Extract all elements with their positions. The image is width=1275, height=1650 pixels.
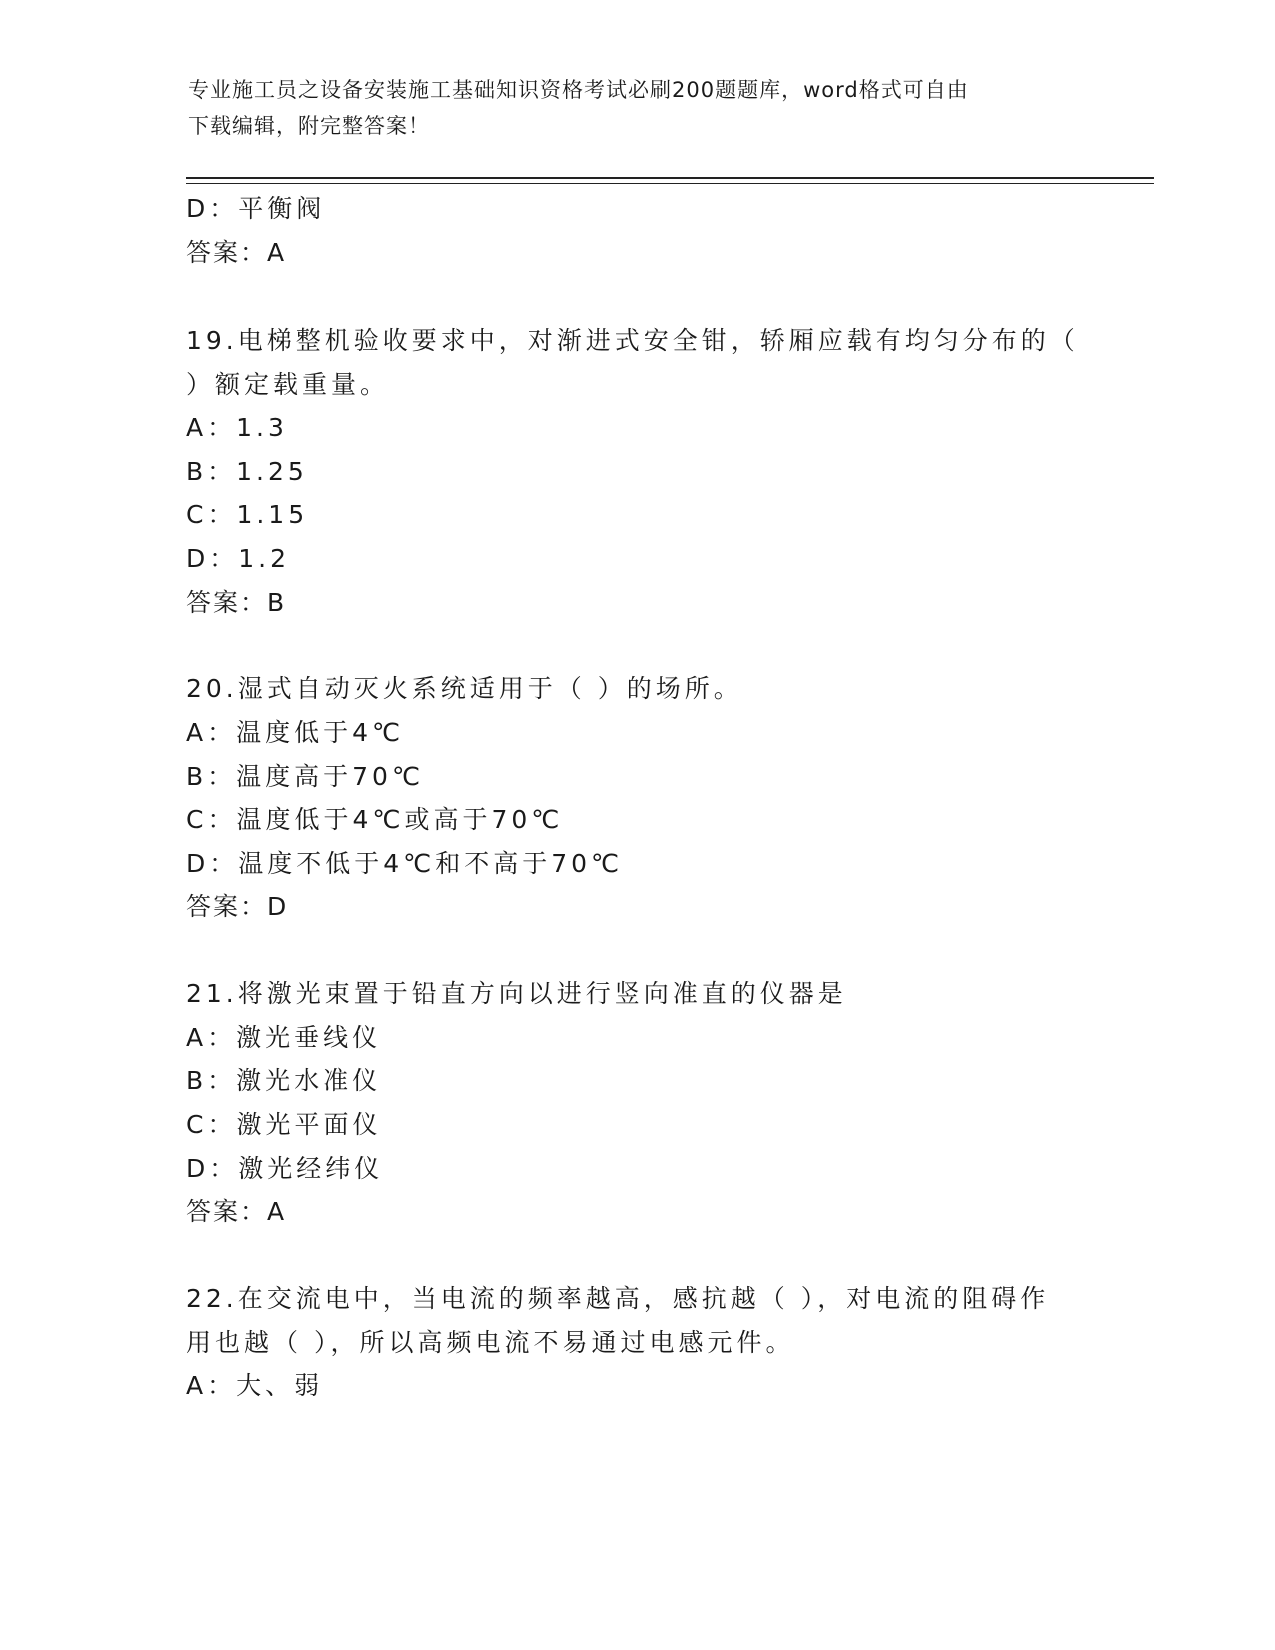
q21-option-b: B：激光水准仪 <box>186 1066 382 1095</box>
header-line-1: 专业施工员之设备安装施工基础知识资格考试必刷200题题库，word格式可自由 <box>188 78 969 102</box>
q22-stem-line-2: 用也越（ ），所以高频电流不易通过电感元件。 <box>186 1328 795 1357</box>
q19-answer: 答案：B <box>186 588 287 617</box>
document-header <box>188 72 1068 144</box>
header-line-2: 下载编辑，附完整答案！ <box>188 114 430 138</box>
prev-answer: 答案：A <box>186 238 287 267</box>
prev-option-d: D：平衡阀 <box>186 194 326 223</box>
q20-option-d: D：温度不低于4℃和不高于70℃ <box>186 849 624 878</box>
q21-answer: 答案：A <box>186 1197 287 1226</box>
q21-stem-line-1: 21.将激光束置于铅直方向以进行竖向准直的仪器是 <box>186 979 847 1008</box>
q20-stem-line-1: 20.湿式自动灭火系统适用于（ ）的场所。 <box>186 674 743 703</box>
q19-stem-line-1: 19.电梯整机验收要求中，对渐进式安全钳，轿厢应载有均匀分布的（ <box>186 326 1079 355</box>
q21-option-c: C：激光平面仪 <box>186 1110 382 1139</box>
q19-option-a: A：1.3 <box>186 413 288 442</box>
q22-stem-line-1: 22.在交流电中，当电流的频率越高，感抗越（ ），对电流的阻碍作 <box>186 1284 1050 1313</box>
header-rule-thin <box>186 183 1154 184</box>
q19-option-b: B：1.25 <box>186 457 308 486</box>
q20-option-b: B：温度高于70℃ <box>186 762 425 791</box>
q20-answer: 答案：D <box>186 892 289 921</box>
q20-option-c: C：温度低于4℃或高于70℃ <box>186 805 564 834</box>
header-rule-thick <box>186 177 1154 179</box>
q19-stem-line-2: ）额定载重量。 <box>186 370 390 399</box>
q21-option-a: A：激光垂线仪 <box>186 1023 382 1052</box>
q20-option-a: A：温度低于4℃ <box>186 718 405 747</box>
q21-option-d: D：激光经纬仪 <box>186 1154 384 1183</box>
q19-option-c: C：1.15 <box>186 500 309 529</box>
q19-option-d: D：1.2 <box>186 544 291 573</box>
q22-option-a: A：大、弱 <box>186 1371 324 1400</box>
